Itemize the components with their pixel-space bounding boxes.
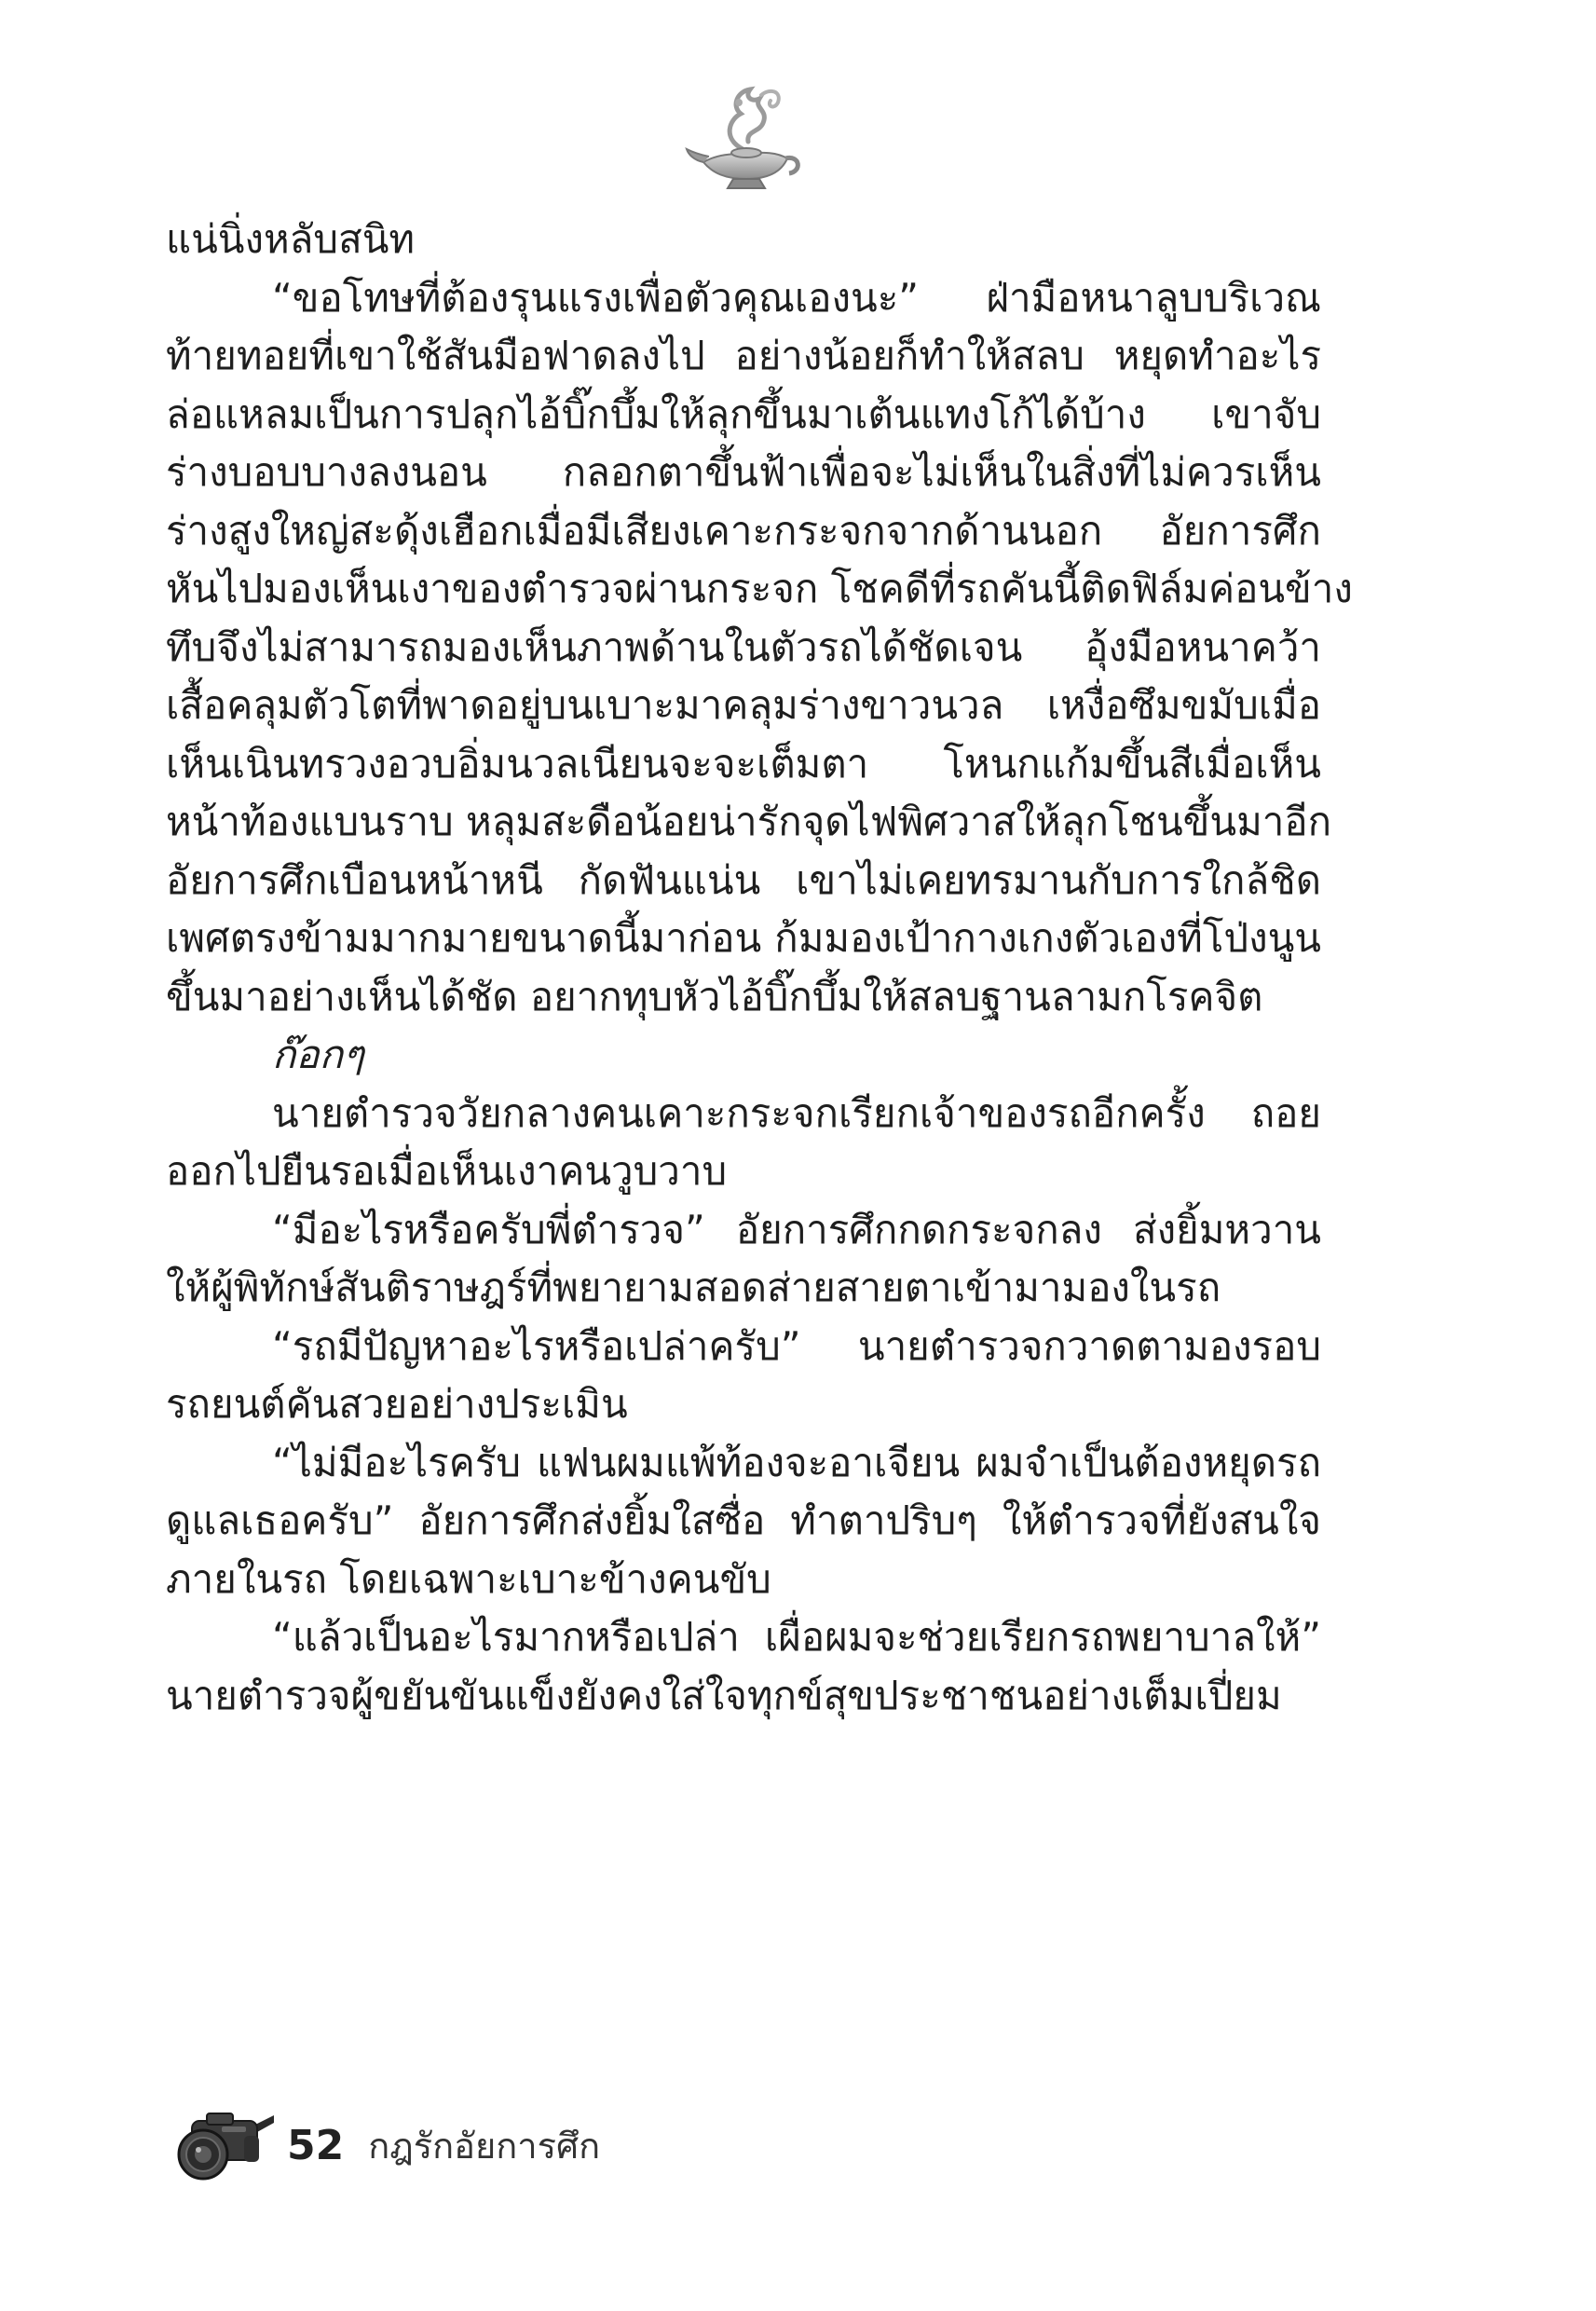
camera-icon xyxy=(166,2108,276,2182)
text-line: ท้ายทอยที่เขาใช้สันมือฟาดลงไป อย่างน้อยก็ทำให้สลบ หยุดทำอะไร xyxy=(166,333,1321,378)
text-line: “มีอะไรหรือครับพี่ตำรวจ” อัยการศึกกดกระจกลง ส่งยิ้มหวาน xyxy=(272,1206,1321,1252)
text-line: เพศตรงข้ามมากมายขนาดนี้มาก่อน ก้มมองเป้ากางเกงตัวเองที่โป่งนูน xyxy=(166,915,1321,961)
text-line: ก๊อกๆ xyxy=(272,1032,364,1077)
text-line: รถยนต์คันสวยอย่างประเมิน xyxy=(166,1381,628,1427)
text-line: ร่างบอบบางลงนอน กลอกตาขึ้นฟ้าเพื่อจะไม่เห็นในสิ่งที่ไม่ควรเห็น xyxy=(166,449,1321,495)
body-text xyxy=(166,211,1353,1725)
text-line: ออกไปยืนรอเมื่อเห็นเงาคนวูบวาบ xyxy=(166,1148,728,1194)
text-line: หน้าท้องแบนราบ หลุมสะดือน้อยน่ารักจุดไฟพิศวาสให้ลุกโชนขึ้นมาอีก xyxy=(166,799,1331,844)
page-number: 52 xyxy=(287,2121,345,2169)
text-line: ภายในรถ โดยเฉพาะเบาะข้างคนขับ xyxy=(166,1555,771,1602)
text-line: ทึบจึงไม่สามารถมองเห็นภาพด้านในตัวรถได้ชัดเจน อุ้งมือหนาคว้า xyxy=(166,623,1321,670)
text-line: หันไปมองเห็นเงาของตำรวจผ่านกระจก โชคดีที่รถคันนี้ติดฟิล์มค่อนข้าง xyxy=(166,566,1353,611)
book-title: กฎรักอัยการศึก xyxy=(368,2125,601,2167)
text-line: นายตำรวจผู้ขยันขันแข็งยังคงใส่ใจทุกข์สุขประชาชนอย่างเต็มเปี่ยม xyxy=(166,1672,1282,1718)
text-line: เสื้อคลุมตัวโตที่พาดอยู่บนเบาะมาคลุมร่างขาวนวล เหงื่อซึมขมับเมื่อ xyxy=(166,682,1321,728)
text-line: ล่อแหลมเป็นการปลุกไอ้บิ๊กบึ้มให้ลุกขึ้นมาเต้นแทงโก้ได้บ้าง เขาจับ xyxy=(166,390,1321,437)
page-footer xyxy=(166,2108,600,2182)
text-line: “รถมีปัญหาอะไรหรือเปล่าครับ” นายตำรวจกวาดตามองรอบ xyxy=(272,1322,1321,1369)
genie-lamp-icon xyxy=(685,82,806,194)
text-line: “ขอโทษที่ต้องรุนแรงเพื่อตัวคุณเองนะ” ฝ่ามือหนาลูบบริเวณ xyxy=(272,274,1321,321)
text-line: ขึ้นมาอย่างเห็นได้ชัด อยากทุบหัวไอ้บิ๊กบึ้มให้สลบฐานลามกโรคจิต xyxy=(166,973,1263,1019)
text-line: “แล้วเป็นอะไรมากหรือเปล่า เผื่อผมจะช่วยเรียกรถพยาบาลให้” xyxy=(272,1614,1321,1660)
text-line: ดูแลเธอครับ” อัยการศึกส่งยิ้มใสซื่อ ทำตาปริบๆ ให้ตำรวจที่ยังสนใจ xyxy=(166,1497,1321,1543)
text-line: นายตำรวจวัยกลางคนเคาะกระจกเรียกเจ้าของรถอีกครั้ง ถอย xyxy=(272,1089,1321,1136)
text-line: ร่างสูงใหญ่สะดุ้งเฮือกเมื่อมีเสียงเคาะกระจกจากด้านนอก อัยการศึก xyxy=(166,507,1321,554)
text-line: อัยการศึกเบือนหน้าหนี กัดฟันแน่น เขาไม่เคยทรมานกับการใกล้ชิด xyxy=(166,856,1321,903)
text-line: เห็นเนินทรวงอวบอิ่มนวลเนียนจะจะเต็มตา โหนกแก้มขึ้นสีเมื่อเห็น xyxy=(166,740,1321,786)
text-line: แน่นิ่งหลับสนิท xyxy=(166,216,416,262)
text-line: “ไม่มีอะไรครับ แฟนผมแพ้ท้องจะอาเจียน ผมจำเป็นต้องหยุดรถ xyxy=(272,1439,1321,1485)
text-line: ให้ผู้พิทักษ์สันติราษฎร์ที่พยายามสอดส่ายสายตาเข้ามามองในรถ xyxy=(166,1265,1221,1310)
